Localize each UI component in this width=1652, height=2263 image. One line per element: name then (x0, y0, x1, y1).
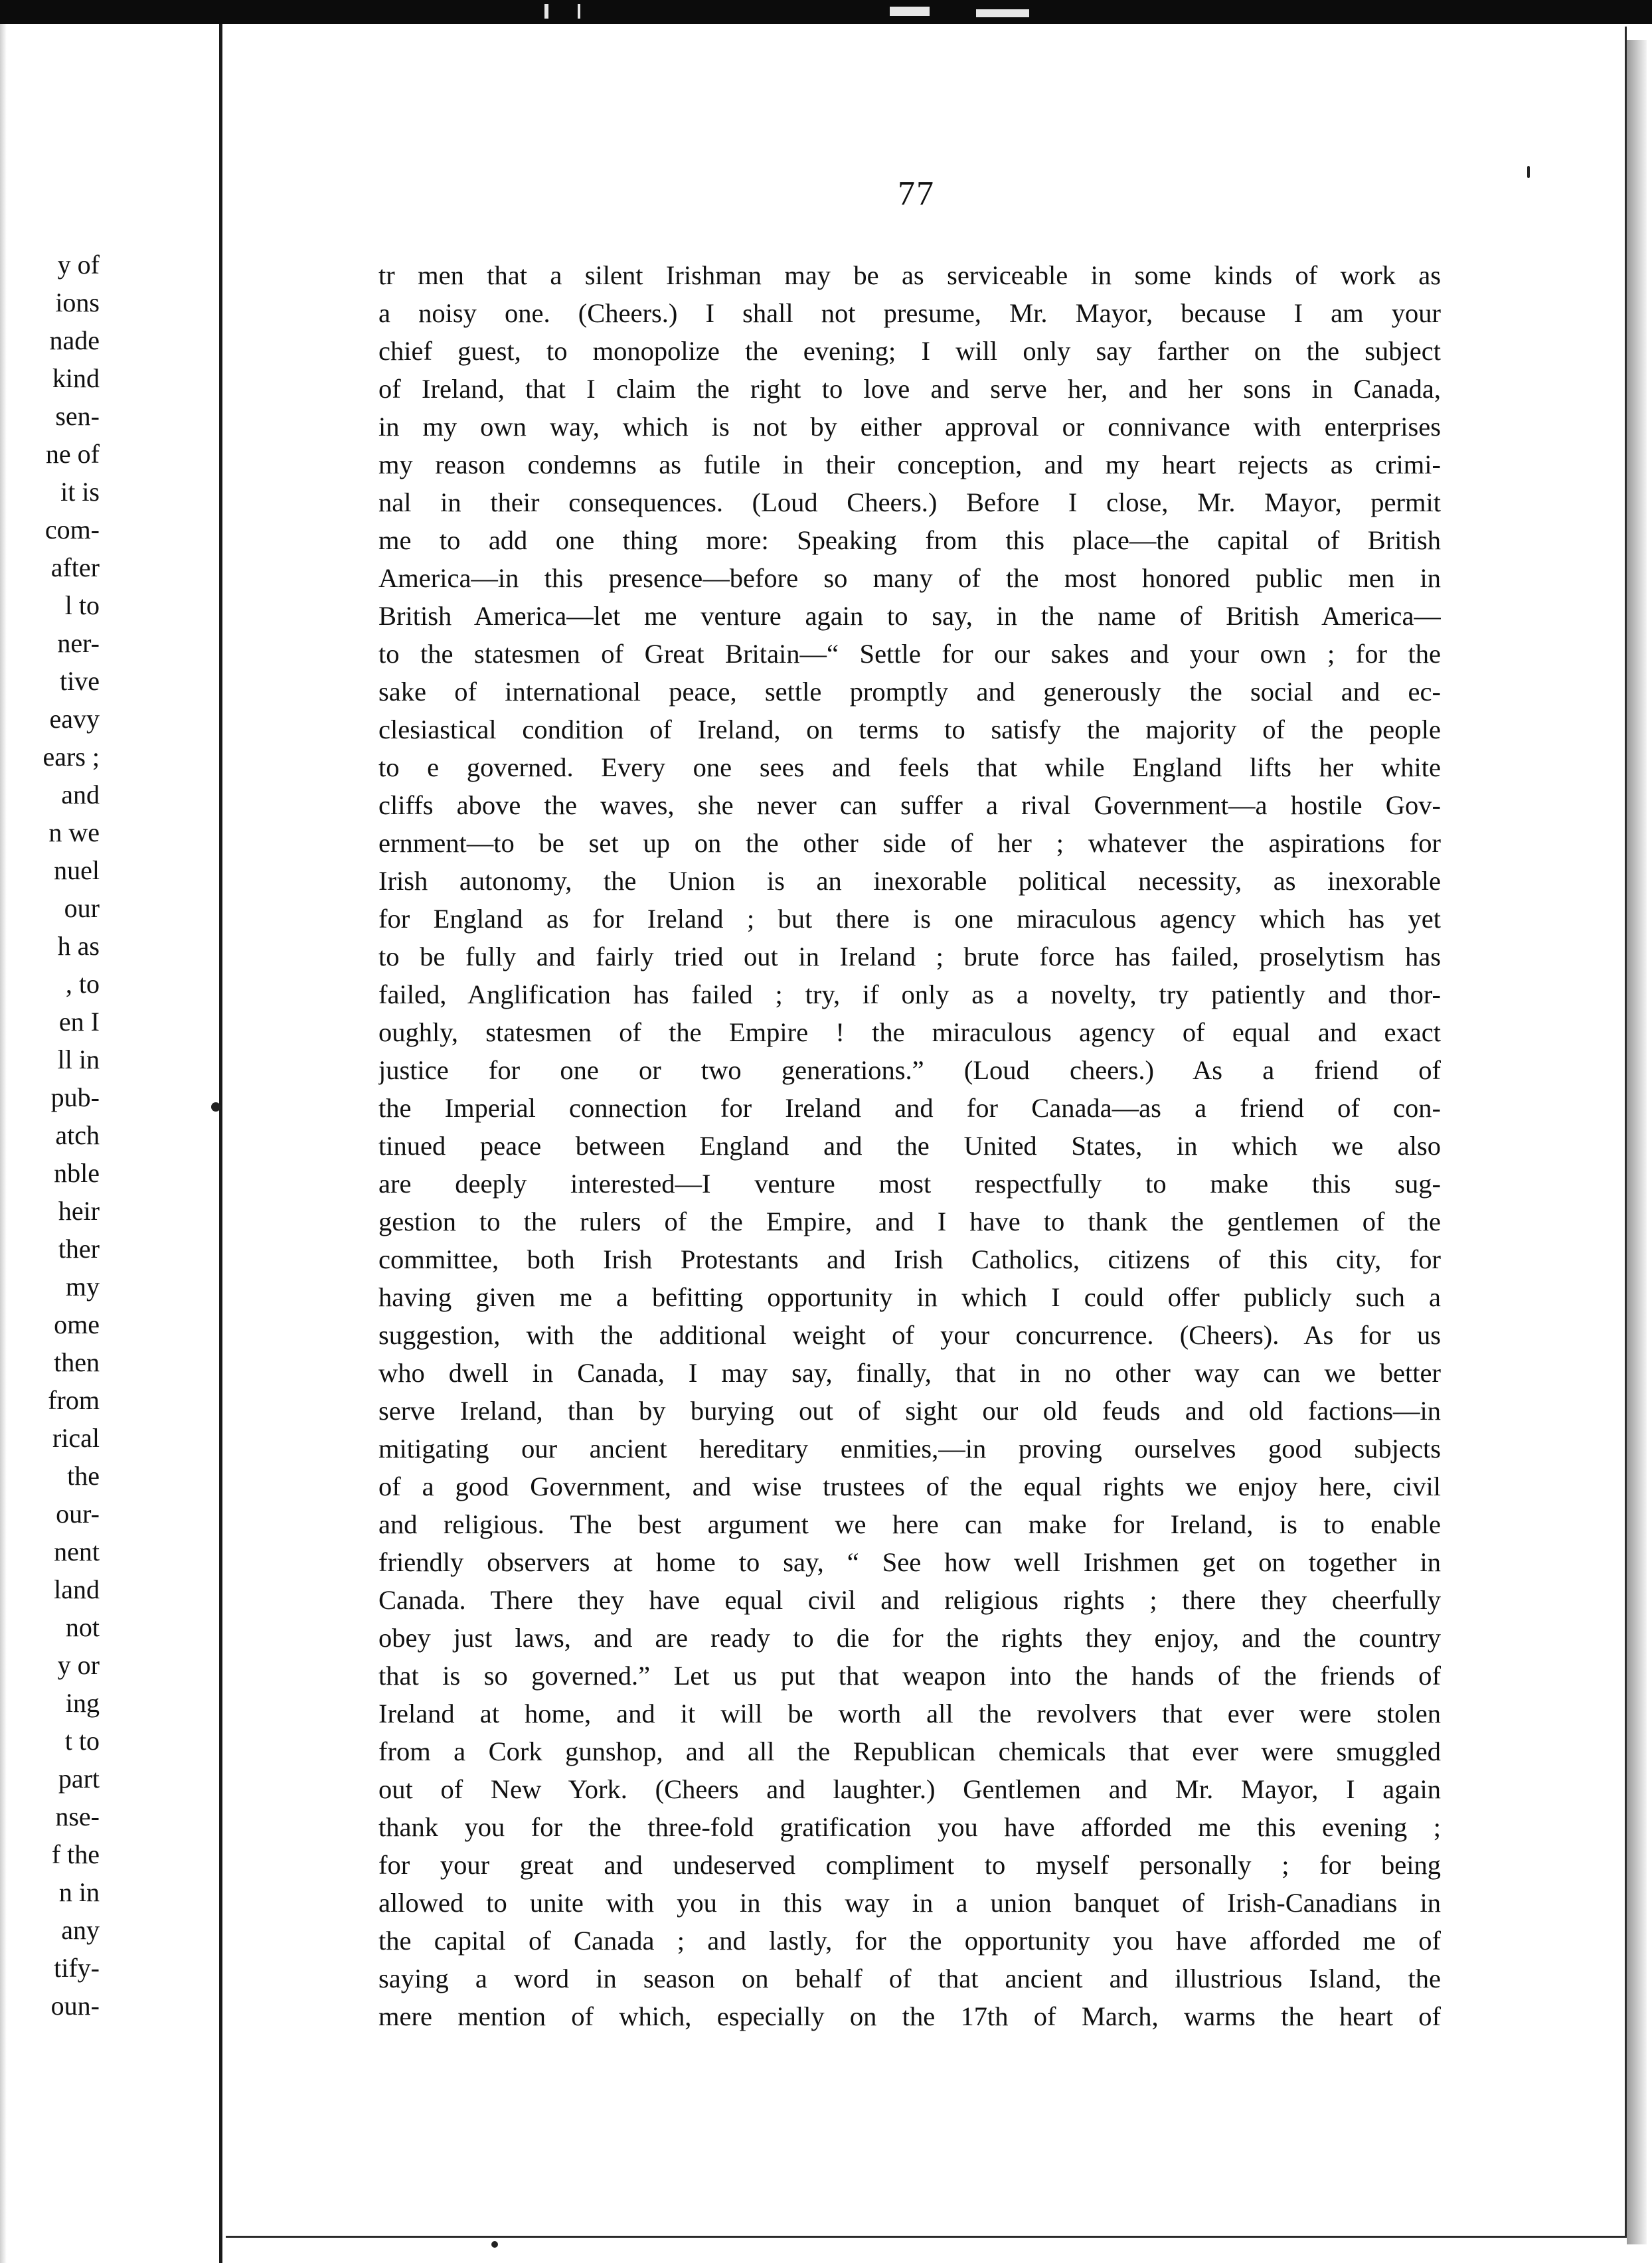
text-line: committee, both Irish Protestants and Irish Catholics, citizens of this city, for (378, 1244, 1441, 1274)
left-page-fragment: nent (54, 1537, 100, 1566)
left-page-fragment: and (61, 780, 100, 809)
body-text (378, 256, 1441, 2035)
left-page-fragment: ner- (57, 628, 100, 658)
scan-artifact (544, 4, 548, 19)
left-page-fragment: n we (48, 817, 100, 847)
left-page-fragment: eavy (49, 704, 100, 734)
text-line: in my own way, which is not by either approval or connivance with enterprises (378, 412, 1441, 442)
text-line: oughly, statesmen of the Empire ! the miraculous agency of equal and exact (378, 1017, 1441, 1047)
left-page-fragment: sen- (55, 401, 100, 431)
text-line: for England as for Ireland ; but there is one miraculous agency which has yet (378, 904, 1441, 934)
text-line: cliffs above the waves, she never can suffer a rival Government—a hostile Gov- (378, 790, 1441, 820)
left-page-fragment: h as (57, 931, 100, 961)
text-line: gestion to the rulers of the Empire, and I have to thank the gentlemen of the (378, 1207, 1441, 1236)
left-page-fragment: ions (55, 288, 100, 317)
scan-artifact (890, 7, 930, 16)
text-line: for your great and undeserved compliment to myself personally ; for being (378, 1850, 1441, 1880)
left-page-fragment: our- (56, 1499, 100, 1529)
scan-speck (1527, 166, 1530, 178)
left-page-fragment: n in (58, 1877, 100, 1907)
left-page-fragment: en I (58, 1007, 100, 1037)
text-line: of Ireland, that I claim the right to love and serve her, and her sons in Canada, (378, 374, 1441, 404)
left-page-fragment: nble (54, 1158, 100, 1188)
text-line: saying a word in season on behalf of that ancient and illustrious Island, the (378, 1964, 1441, 1993)
left-page-fragment: my (65, 1272, 100, 1301)
left-page-fragment: ne of (45, 439, 100, 469)
left-page-fragment: heir (58, 1196, 100, 1226)
text-line: to e governed. Every one sees and feels that while England lifts her white (378, 752, 1441, 782)
text-line: a noisy one. (Cheers.) I shall not presume, Mr. Mayor, because I am your (378, 298, 1441, 328)
left-page-fragment: from (48, 1385, 100, 1415)
left-page-fragment: ll in (57, 1045, 100, 1074)
text-line: Irish autonomy, the Union is an inexorable political necessity, as inexorable (378, 866, 1441, 896)
page-number: 77 (898, 175, 935, 212)
left-page-fragment: pub- (50, 1082, 100, 1112)
left-page-fragment: kind (52, 363, 100, 393)
text-line: me to add one thing more: Speaking from this place—the capital of British (378, 525, 1441, 555)
page-edge-shadow (1627, 40, 1647, 2244)
left-page-fragment: nuel (54, 855, 100, 885)
text-line: that is so governed.” Let us put that weapon into the hands of the friends of (378, 1661, 1441, 1691)
text-line: serve Ireland, than by burying out of sight our old feuds and old factions—in (378, 1396, 1441, 1426)
text-line: allowed to unite with you in this way in a union banquet of Irish-Canadians in (378, 1888, 1441, 1918)
left-page-fragment: nse- (55, 1802, 100, 1831)
left-page-fragment: , to (65, 969, 100, 999)
text-line: America—in this presence—before so many of the most honored public men in (378, 563, 1441, 593)
text-line: to the statesmen of Great Britain—“ Settle for our sakes and your own ; for the (378, 639, 1441, 669)
text-line: from a Cork gunshop, and all the Republican chemicals that ever were smuggled (378, 1736, 1441, 1766)
left-page-fragment: ome (54, 1309, 100, 1339)
text-line: clesiastical condition of Ireland, on terms to satisfy the majority of the people (378, 714, 1441, 744)
left-page-fragment: the (67, 1461, 100, 1491)
left-page-fragment: com- (44, 515, 100, 545)
text-line: and religious. The best argument we here can make for Ireland, is to enable (378, 1509, 1441, 1539)
text-line: who dwell in Canada, I may say, finally, that in no other way can we better (378, 1358, 1441, 1388)
left-page-fragment: it is (60, 477, 100, 507)
text-line: the capital of Canada ; and lastly, for the opportunity you have afforded me of (378, 1926, 1441, 1956)
text-line: nal in their consequences. (Loud Cheers.) Before I close, Mr. Mayor, permit (378, 487, 1441, 517)
text-line: chief guest, to monopolize the evening; I will only say farther on the subject (378, 336, 1441, 366)
text-line: thank you for the three-fold gratification you have afforded me this evening ; (378, 1812, 1441, 1842)
text-line: sake of international peace, settle promptly and generously the social and ec- (378, 677, 1441, 707)
text-line: are deeply interested—I venture most respectfully to make this sug- (378, 1169, 1441, 1199)
left-page-fragment: after (50, 552, 100, 582)
text-line: my reason condemns as futile in their conception, and my heart rejects as crimi- (378, 450, 1441, 479)
left-page-fragment: y of (57, 250, 100, 280)
text-line: British America—let me venture again to say, in the name of British America— (378, 601, 1441, 631)
text-line: obey just laws, and are ready to die for the rights they enjoy, and the country (378, 1623, 1441, 1653)
left-page-fragment: then (54, 1347, 100, 1377)
left-page-fragment: not (65, 1612, 100, 1642)
text-line: tinued peace between England and the United States, in which we also (378, 1131, 1441, 1161)
left-page-fragment: ears ; (42, 742, 100, 772)
left-page-fragment: y or (57, 1650, 100, 1680)
scan-speck (211, 1102, 220, 1112)
text-line: ernment—to be set up on the other side of her ; whatever the aspirations for (378, 828, 1441, 858)
left-page-fragment: oun- (50, 1991, 100, 2021)
text-line: tr men that a silent Irishman may be as serviceable in some kinds of work as (378, 260, 1441, 290)
text-line: mere mention of which, especially on the 17th of March, warms the heart of (378, 2001, 1441, 2031)
scan-artifact (578, 4, 580, 19)
text-line: having given me a befitting opportunity in which I could offer publicly such a (378, 1282, 1441, 1312)
left-page-fragment: tify- (54, 1953, 100, 1983)
scan-artifact (976, 9, 1029, 17)
scan-speck (491, 2241, 498, 2248)
text-line: suggestion, with the additional weight of your concurrence. (Cheers). As for us (378, 1320, 1441, 1350)
left-page-fragment: ing (65, 1688, 100, 1718)
text-line: friendly observers at home to say, “ See how well Irishmen get on together in (378, 1547, 1441, 1577)
text-line: Ireland at home, and it will be worth all the revolvers that ever were stolen (378, 1699, 1441, 1728)
text-line: the Imperial connection for Ireland and for Canada—as a friend of con- (378, 1093, 1441, 1123)
scan-top-border (0, 0, 1652, 24)
text-line: mitigating our ancient hereditary enmities,—in proving ourselves good subjects (378, 1434, 1441, 1464)
left-page-fragment: part (58, 1764, 100, 1794)
left-page-fragment: f the (51, 1839, 100, 1869)
binding-gutter (219, 24, 222, 2263)
text-line: Canada. There they have equal civil and religious rights ; there they cheerfully (378, 1585, 1441, 1615)
text-line: failed, Anglification has failed ; try, if only as a novelty, try patiently and thor- (378, 979, 1441, 1009)
left-page-fragment: t to (64, 1726, 100, 1756)
text-line: of a good Government, and wise trustees of the equal rights we enjoy here, civil (378, 1471, 1441, 1501)
left-page-fragment: ther (58, 1234, 100, 1264)
left-page-fragment: our (64, 893, 100, 923)
left-page-fragment: land (54, 1574, 100, 1604)
text-line: justice for one or two generations.” (Loud cheers.) As a friend of (378, 1055, 1441, 1085)
text-line: to be fully and fairly tried out in Ireland ; brute force has failed, proselytism has (378, 942, 1441, 971)
left-page-fragment: any (61, 1915, 100, 1945)
left-page-fragment: tive (60, 666, 100, 696)
text-line: out of New York. (Cheers and laughter.) Gentlemen and Mr. Mayor, I again (378, 1774, 1441, 1804)
left-page-fragment: nade (49, 325, 100, 355)
left-page-fragment: l to (64, 590, 100, 620)
left-page-fragments (0, 246, 100, 2025)
left-page-fragment: rical (52, 1423, 100, 1453)
left-page-fragment: atch (55, 1120, 100, 1150)
